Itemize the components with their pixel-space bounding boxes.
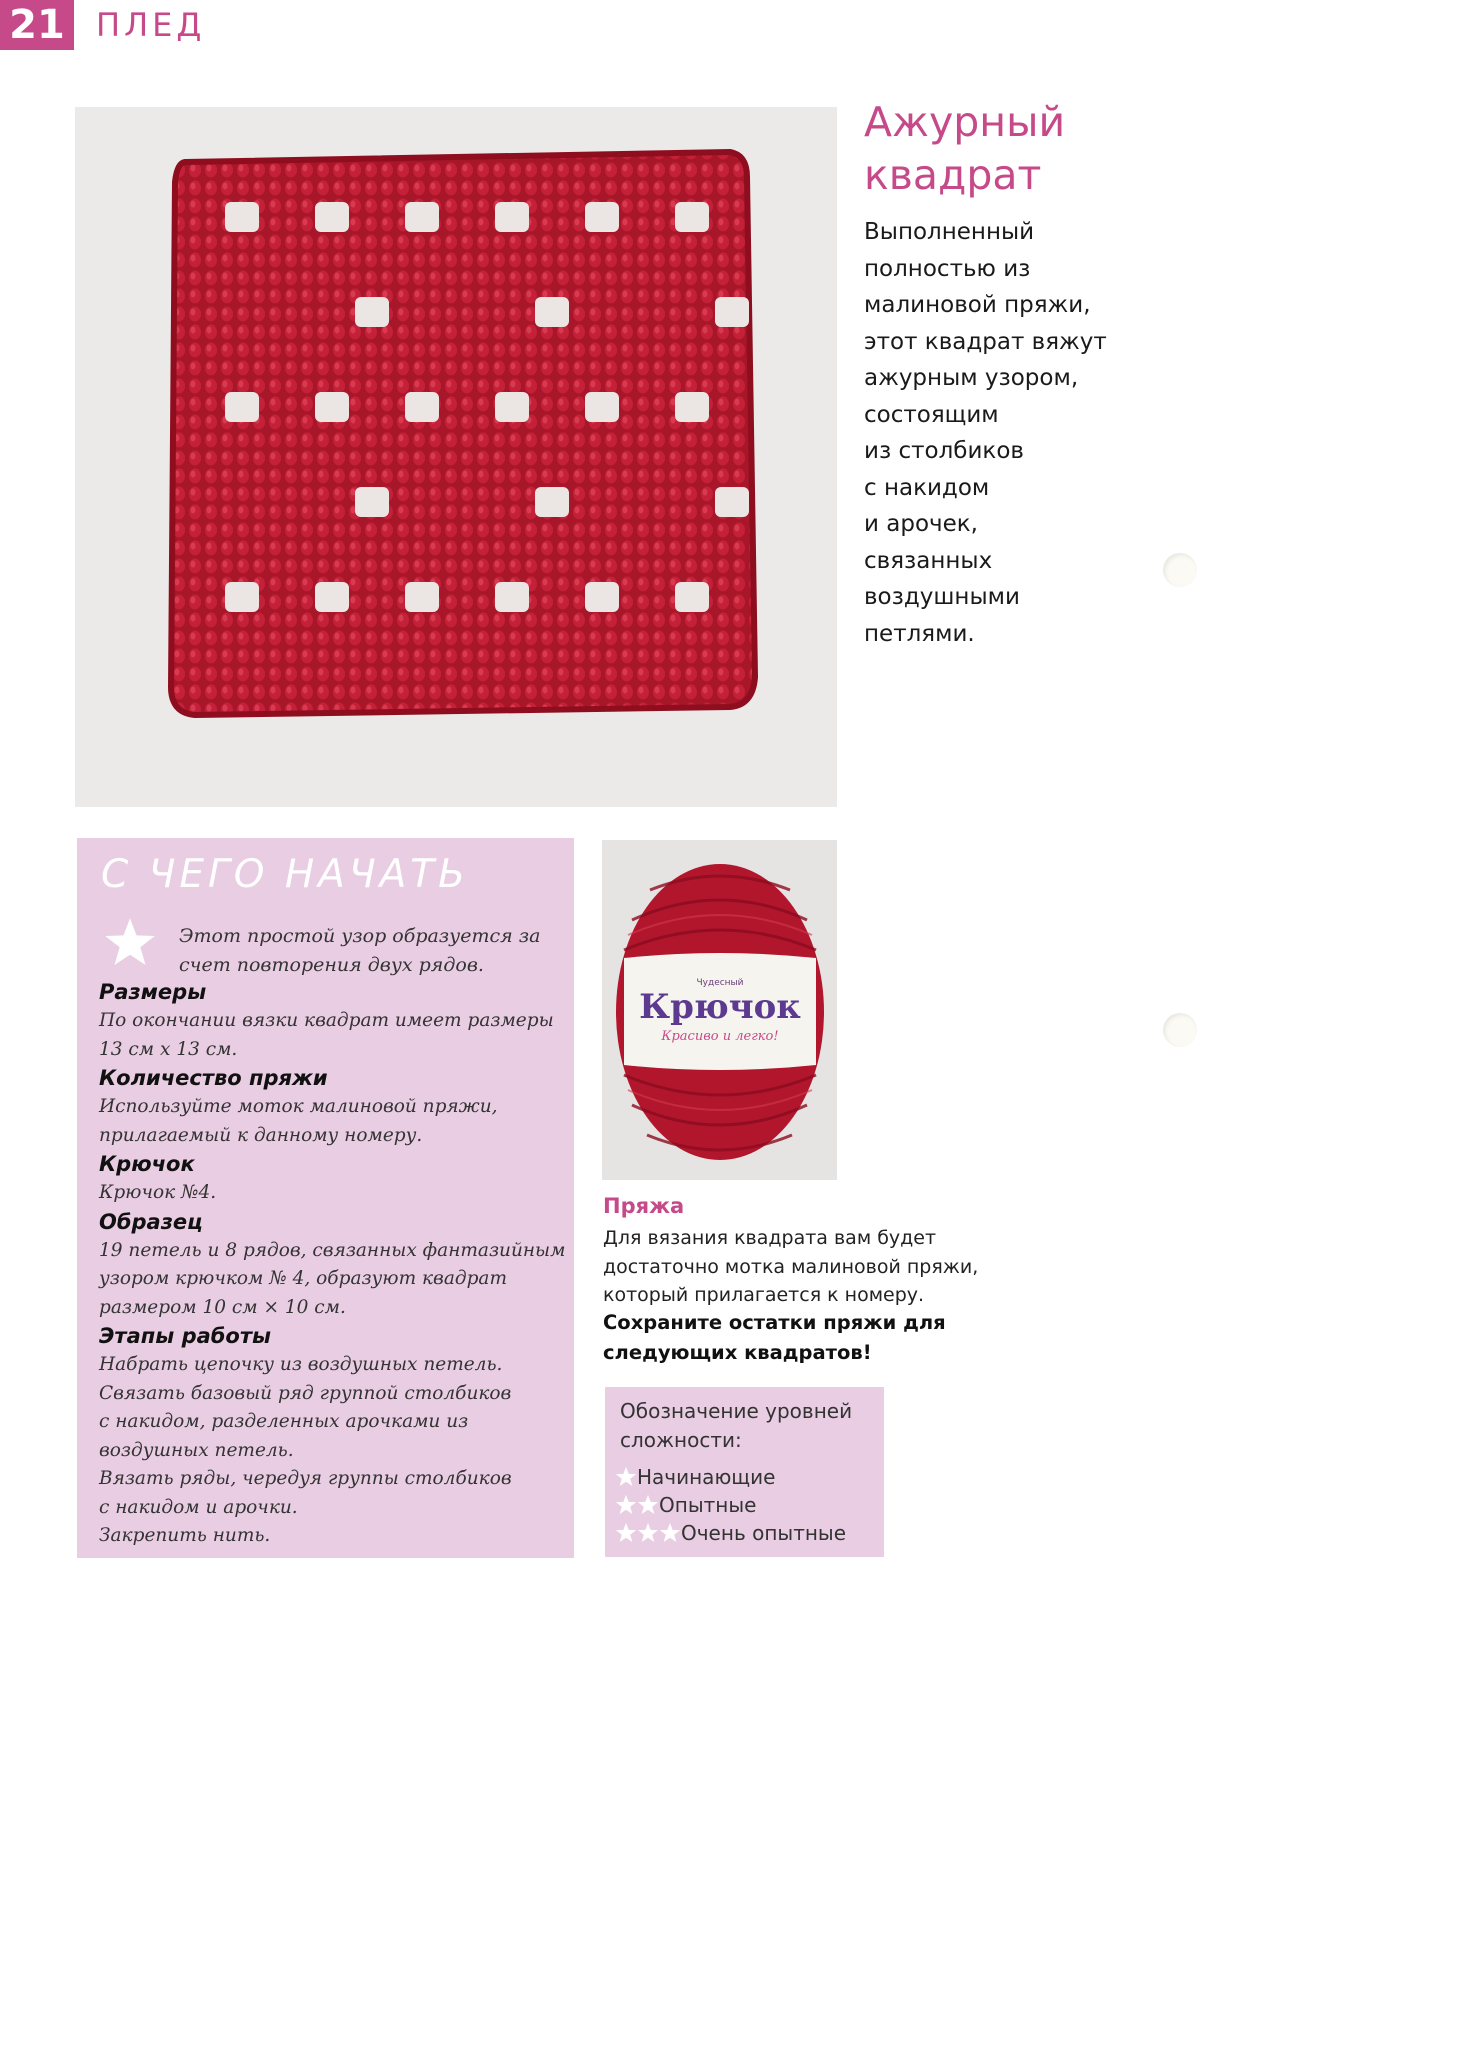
mesh-hole <box>675 202 709 232</box>
mesh-hole <box>585 582 619 612</box>
legend-title-line: Обозначение уровней <box>620 1399 853 1423</box>
crochet-square-photo <box>75 107 837 807</box>
spec-line: Используйте моток малиновой пряжи, <box>99 1096 498 1117</box>
intro-line: Выполненный <box>864 219 1035 245</box>
star-icon <box>103 916 157 970</box>
spec-text-steps <box>99 1351 559 1551</box>
mesh-hole <box>225 202 259 232</box>
legend-level-label: Опытные <box>659 1493 757 1517</box>
spec-line: 13 см х 13 см. <box>99 1038 238 1060</box>
mesh-hole <box>405 582 439 612</box>
lead-line: счет повторения двух рядов. <box>179 954 484 976</box>
spec-title-gauge: Образец <box>99 1209 203 1234</box>
mesh-hole <box>405 202 439 232</box>
spec-list <box>99 978 566 1551</box>
spec-line: размером 10 см × 10 см. <box>99 1296 346 1318</box>
spec-line: Вязать ряды, чередуя группы столбиков <box>99 1468 512 1489</box>
legend-level-3 <box>615 1521 846 1545</box>
intro-line: воздушными <box>864 584 1020 610</box>
mesh-hole <box>495 582 529 612</box>
legend-title-line: сложности: <box>620 1428 742 1452</box>
legend-level-label: Очень опытные <box>681 1521 847 1545</box>
mesh-hole <box>675 582 709 612</box>
intro-text <box>864 214 1107 652</box>
intro-line: состоящим <box>864 401 999 428</box>
spec-line: Набрать цепочку из воздушных петель. <box>99 1354 503 1375</box>
difficulty-legend <box>605 1387 884 1557</box>
mesh-hole <box>405 392 439 422</box>
title-line: квадрат <box>864 151 1042 199</box>
star-icon <box>659 1522 681 1544</box>
mesh-hole <box>495 202 529 232</box>
start-heading: С ЧЕГО НАЧАТЬ <box>101 852 469 897</box>
mesh-hole <box>585 202 619 232</box>
yarn-text <box>603 1224 978 1310</box>
yarn-line: достаточно мотка малиновой пряжи, <box>603 1255 979 1278</box>
spec-text-sizes <box>99 1007 559 1064</box>
mesh-hole <box>535 297 569 327</box>
mesh-hole <box>585 392 619 422</box>
lead-line: Этот простой узор образуется за <box>179 925 541 947</box>
yarn-note-line: Сохраните остатки пряжи для <box>603 1311 946 1334</box>
star-icon <box>637 1522 659 1544</box>
intro-line: этот квадрат вяжут <box>864 328 1107 355</box>
mesh-hole <box>355 297 389 327</box>
spec-title-yarn-amount: Количество пряжи <box>99 1066 328 1090</box>
section-label: ПЛЕД <box>96 6 206 44</box>
yarn-label-brand: Крючок <box>639 987 801 1027</box>
spec-title-sizes: Размеры <box>99 980 207 1004</box>
mesh-hole <box>225 392 259 422</box>
spec-line: Закрепить нить. <box>99 1525 271 1546</box>
spec-line: прилагаемый к данному номеру. <box>99 1124 423 1146</box>
legend-level-1 <box>615 1465 775 1489</box>
punch-hole <box>1163 1013 1197 1047</box>
page-number: 21 <box>0 0 74 50</box>
punch-hole <box>1163 553 1197 587</box>
spec-line: воздушных петель. <box>99 1439 294 1461</box>
intro-line: и арочек, <box>864 511 978 537</box>
mesh-hole <box>315 582 349 612</box>
yarn-ball-photo <box>602 840 837 1180</box>
mesh-hole <box>715 487 749 517</box>
mesh-hole <box>715 297 749 327</box>
intro-line: ажурным узором, <box>864 365 1079 391</box>
spec-line: 19 петель и 8 рядов, связанных фантазийным <box>99 1239 566 1261</box>
mesh-hole <box>225 582 259 612</box>
intro-line: с накидом <box>864 474 990 501</box>
mesh-hole <box>315 392 349 422</box>
spec-line: узором крючком № 4, образуют квадрат <box>99 1268 507 1289</box>
yarn-line: который прилагается к номеру. <box>603 1284 925 1306</box>
spec-line: Связать базовый ряд группой столбиков <box>99 1382 512 1404</box>
mesh-hole <box>675 392 709 422</box>
mesh-hole <box>315 202 349 232</box>
yarn-line: Для вязания квадрата вам будет <box>603 1227 937 1249</box>
intro-line: малиновой пряжи, <box>864 292 1091 318</box>
intro-line: полностью из <box>864 255 1031 282</box>
title-line: Ажурный <box>864 98 1066 146</box>
spec-line: с накидом, разделенных арочками из <box>99 1411 469 1432</box>
legend-title <box>620 1397 852 1455</box>
star-icon <box>615 1522 637 1544</box>
spec-title-hook: Крючок <box>99 1152 195 1176</box>
spec-text-gauge <box>99 1237 566 1323</box>
spec-text-yarn-amount <box>99 1093 559 1150</box>
star-icon <box>637 1494 659 1516</box>
yarn-heading: Пряжа <box>603 1194 685 1218</box>
mesh-hole <box>355 487 389 517</box>
star-icon <box>615 1494 637 1516</box>
yarn-note-line: следующих квадратов! <box>603 1341 872 1364</box>
star-icon <box>615 1466 637 1488</box>
yarn-label-small: Чудесный <box>696 978 744 988</box>
spec-line: с накидом и арочки. <box>99 1496 298 1518</box>
spec-title-steps: Этапы работы <box>99 1324 272 1348</box>
start-box <box>77 838 574 1558</box>
intro-line: петлями. <box>864 620 975 647</box>
legend-level-label: Начинающие <box>637 1465 776 1489</box>
yarn-note <box>603 1308 946 1368</box>
spec-text-hook <box>99 1179 559 1208</box>
lead-text <box>179 922 549 980</box>
intro-line: связанных <box>864 547 993 574</box>
mesh-hole <box>535 487 569 517</box>
mesh-hole <box>495 392 529 422</box>
crochet-square-illustration <box>75 107 837 807</box>
spec-line: По окончании вязки квадрат имеет размеры <box>99 1010 554 1031</box>
legend-level-2 <box>615 1493 756 1517</box>
yarn-ball-illustration <box>602 840 837 1180</box>
pattern-title <box>864 96 1065 202</box>
yarn-label-slogan: Красиво и легко! <box>661 1029 779 1044</box>
intro-line: из столбиков <box>864 438 1024 464</box>
spec-line: Крючок №4. <box>99 1182 217 1203</box>
